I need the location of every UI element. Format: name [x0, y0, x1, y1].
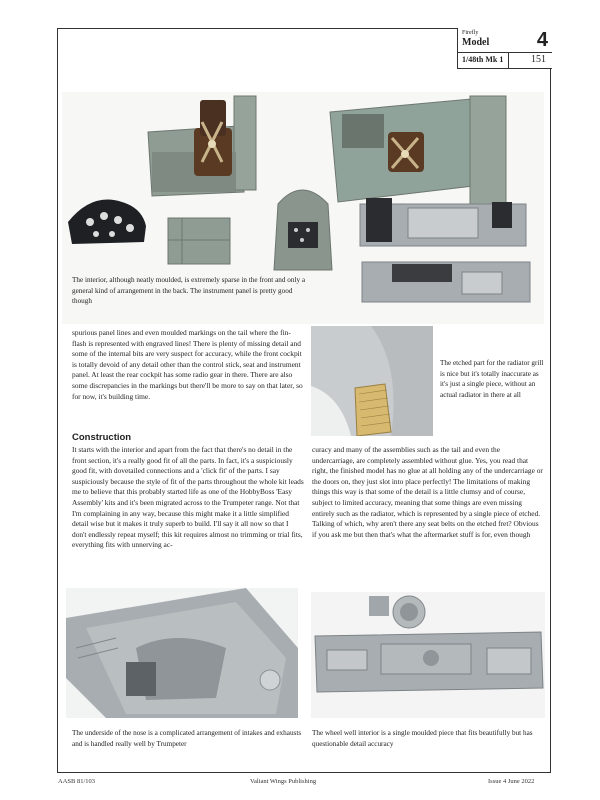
- header-separator: [508, 52, 509, 68]
- section-header: [457, 28, 552, 69]
- section-heading: Construction: [72, 432, 132, 443]
- caption-nose: The underside of the nose is a complicated arrangement of intakes and exhausts and is handled really well by Trumpeter: [72, 729, 302, 748]
- scale-label: 1/48th Mk 1: [462, 55, 504, 64]
- wheel-well-illustration: [311, 592, 545, 718]
- wheel-well-photo: [311, 592, 545, 718]
- caption-interior: The interior, although neatly moulded, is extremely sparse in the front and only a general kind of arrangement in the back. The instrument panel is pretty good though: [72, 276, 306, 305]
- nose-underside-photo: [66, 588, 298, 718]
- page-number: 151: [531, 54, 546, 65]
- body-paragraph-3: curacy and many of the assemblies such as the tail and even the undercarriage, are completely assembled without glue. Yes, you read that right, the finished model has no glue at all holding any of the undercarriage or the doors on, they just slot into place perfectly! The limitations of making things this way is that some of the detail is a little clumsy and of course, subject to limited accuracy, meaning that some things are even missing entirely such as the radiator, which is represented by a single piece of etched. Talking of which, why aren't there any seat belts on the etched fret? Obvious if you ask me but then that's what the aftermarket stuff is for, even though: [312, 445, 543, 539]
- footer-right: Issue 4 June 2022: [488, 778, 535, 785]
- header-divider: [458, 52, 552, 53]
- series-label: Firefly: [462, 30, 479, 36]
- nose-underside-illustration: [66, 588, 298, 718]
- section-number: 4: [536, 29, 548, 51]
- body-paragraph-1: spurious panel lines and even moulded markings on the tail where the fin-flash is represented with engraved lines! There is plenty of missing detail and some of the internal bits are very suspect for accuracy, while the front cockpit is totally devoid of any detail other than the control stick, seat and instrument panel. At least the rear cockpit has some radio gear in there. There are also some discrepancies in the markings but there'll be more to say on that later, so for now, it's building time.: [72, 328, 303, 401]
- etched-radiator-photo: [311, 326, 433, 436]
- caption-etched: The etched part for the radiator grill is nice but it's totally inaccurate as it's just a single piece, without an actual radiator in there at all: [440, 359, 544, 399]
- footer-left: AASB 81/103: [58, 778, 96, 785]
- etched-radiator-illustration: [311, 326, 433, 436]
- body-paragraph-2: It starts with the interior and apart from the fact that there's no detail in the front section, it's a really good fit of all the parts. In fact, it's a suspiciously good fit, with dovetailed connections and a 'click fit' of the parts. I say suspiciously because the style of fit of the parts throughout the whole kit leads me to believe that this probably started life as one of the HobbyBoss 'Easy Assembly' kits and it's been migrated across to the Trumpeter range. Not that I'm complaining in any way, because this might make it a little simplified detail wise but it makes it truly superb to build. I'll say it all now so that I don't endlessly repeat myself; this kit requires almost no trimming or trial fits, everything fits with unnerving ac-: [72, 445, 304, 550]
- section-label: Model: [462, 37, 490, 48]
- footer-center: Valiant Wings Publishing: [250, 778, 317, 785]
- caption-wheel-well: The wheel well interior is a single moulded piece that fits beautifully but has questionable detail accuracy: [312, 729, 533, 748]
